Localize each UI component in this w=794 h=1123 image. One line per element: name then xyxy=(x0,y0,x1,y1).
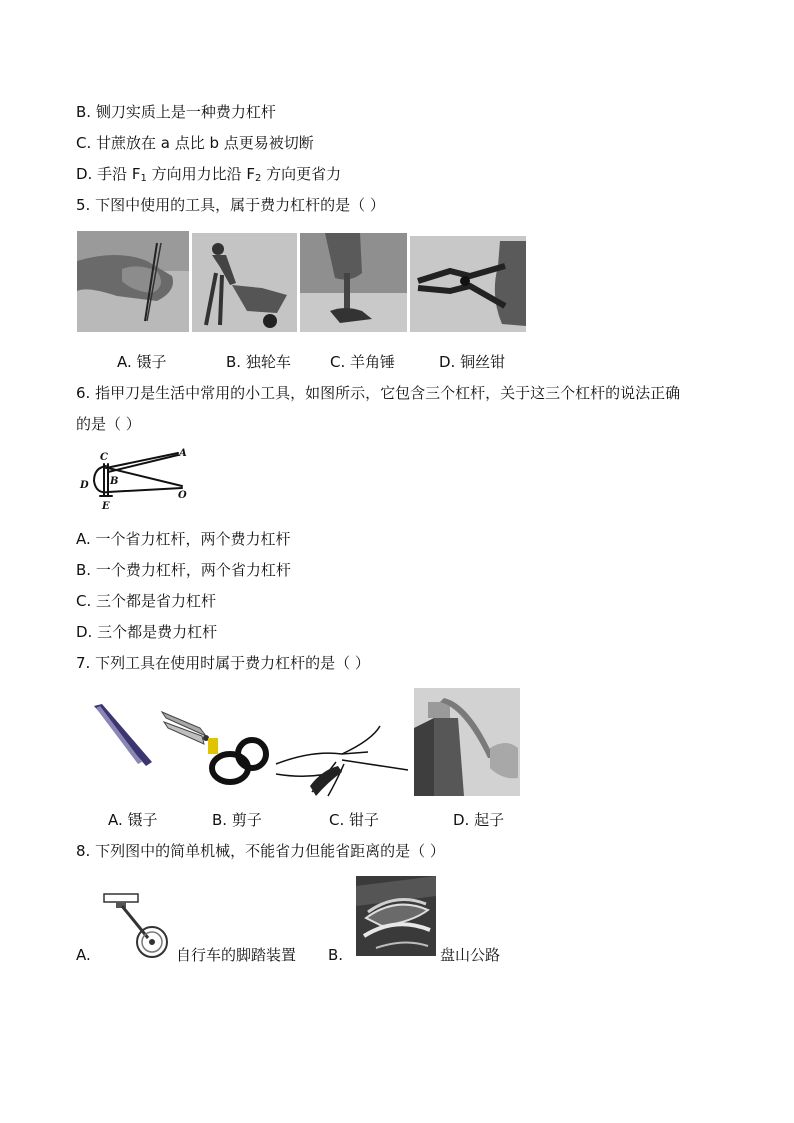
q5-option-c: C. 羊角锤 xyxy=(330,353,396,371)
q5-option-a: A. 镊子 xyxy=(117,353,167,371)
q6-option-b: B. 一个费力杠杆，两个省力杠杆 xyxy=(76,561,291,579)
mountain-road-photo xyxy=(356,876,436,956)
wheelbarrow-photo xyxy=(192,233,297,332)
q7-option-d: D. 起子 xyxy=(453,811,505,829)
label-o: O xyxy=(178,490,187,501)
q7-stem: 7. 下列工具在使用时属于费力杠杆的是（ ） xyxy=(76,654,370,672)
nail-clipper-diagram xyxy=(78,446,193,514)
claw-hammer-photo xyxy=(300,233,407,332)
q5-stem: 5. 下图中使用的工具，属于费力杠杆的是（ ） xyxy=(76,196,385,214)
label-c: C xyxy=(100,452,108,463)
q7-option-c: C. 钳子 xyxy=(329,811,380,829)
q8-stem: 8. 下列图中的简单机械，不能省力但能省距离的是（ ） xyxy=(76,842,445,860)
bicycle-pedal-drawing xyxy=(102,888,174,960)
tweezers-photo xyxy=(77,231,189,332)
q5-option-b: B. 独轮车 xyxy=(226,353,291,371)
tweezers-drawing xyxy=(90,702,156,768)
bottle-opener-photo xyxy=(414,688,520,796)
wire-pliers-photo xyxy=(410,236,526,332)
label-b: B xyxy=(110,476,119,487)
q8-option-b-letter: B. xyxy=(328,946,344,964)
q8-option-a-letter: A. xyxy=(76,946,91,964)
pliers-drawing xyxy=(272,720,412,800)
label-d: D xyxy=(80,480,89,491)
q8-option-a-text: 自行车的脚踏装置 xyxy=(176,946,297,964)
q6-option-d: D. 三个都是费力杠杆 xyxy=(76,623,218,641)
q6-stem-line1: 6. 指甲刀是生活中常用的小工具，如图所示，它包含三个杠杆，关于这三个杠杆的说法正确 xyxy=(76,384,681,402)
subscript: 2 xyxy=(255,173,262,184)
shears-drawing xyxy=(160,708,270,788)
q6-option-c: C. 三个都是省力杠杆 xyxy=(76,592,217,610)
label-e: E xyxy=(102,501,110,512)
q6-stem-line2: 的是（ ） xyxy=(76,415,141,433)
q4-option-d-post: 方向更省力 xyxy=(261,165,342,183)
q8-option-b-text: 盘山公路 xyxy=(440,946,501,964)
q4-option-d-mid: 方向用力比沿 F xyxy=(146,165,256,183)
q7-option-a: A. 镊子 xyxy=(108,811,158,829)
q6-option-a: A. 一个省力杠杆，两个费力杠杆 xyxy=(76,530,291,548)
subscript: 1 xyxy=(140,173,147,184)
q4-option-c: C. 甘蔗放在 a 点比 b 点更易被切断 xyxy=(76,134,314,152)
q4-option-d-pre: D. 手沿 F xyxy=(76,165,141,183)
q5-option-d: D. 铜丝钳 xyxy=(439,353,506,371)
label-a: A xyxy=(179,448,187,459)
q7-option-b: B. 剪子 xyxy=(212,811,262,829)
q4-option-d xyxy=(76,164,341,189)
q4-option-b: B. 铡刀实质上是一种费力杠杆 xyxy=(76,103,276,121)
